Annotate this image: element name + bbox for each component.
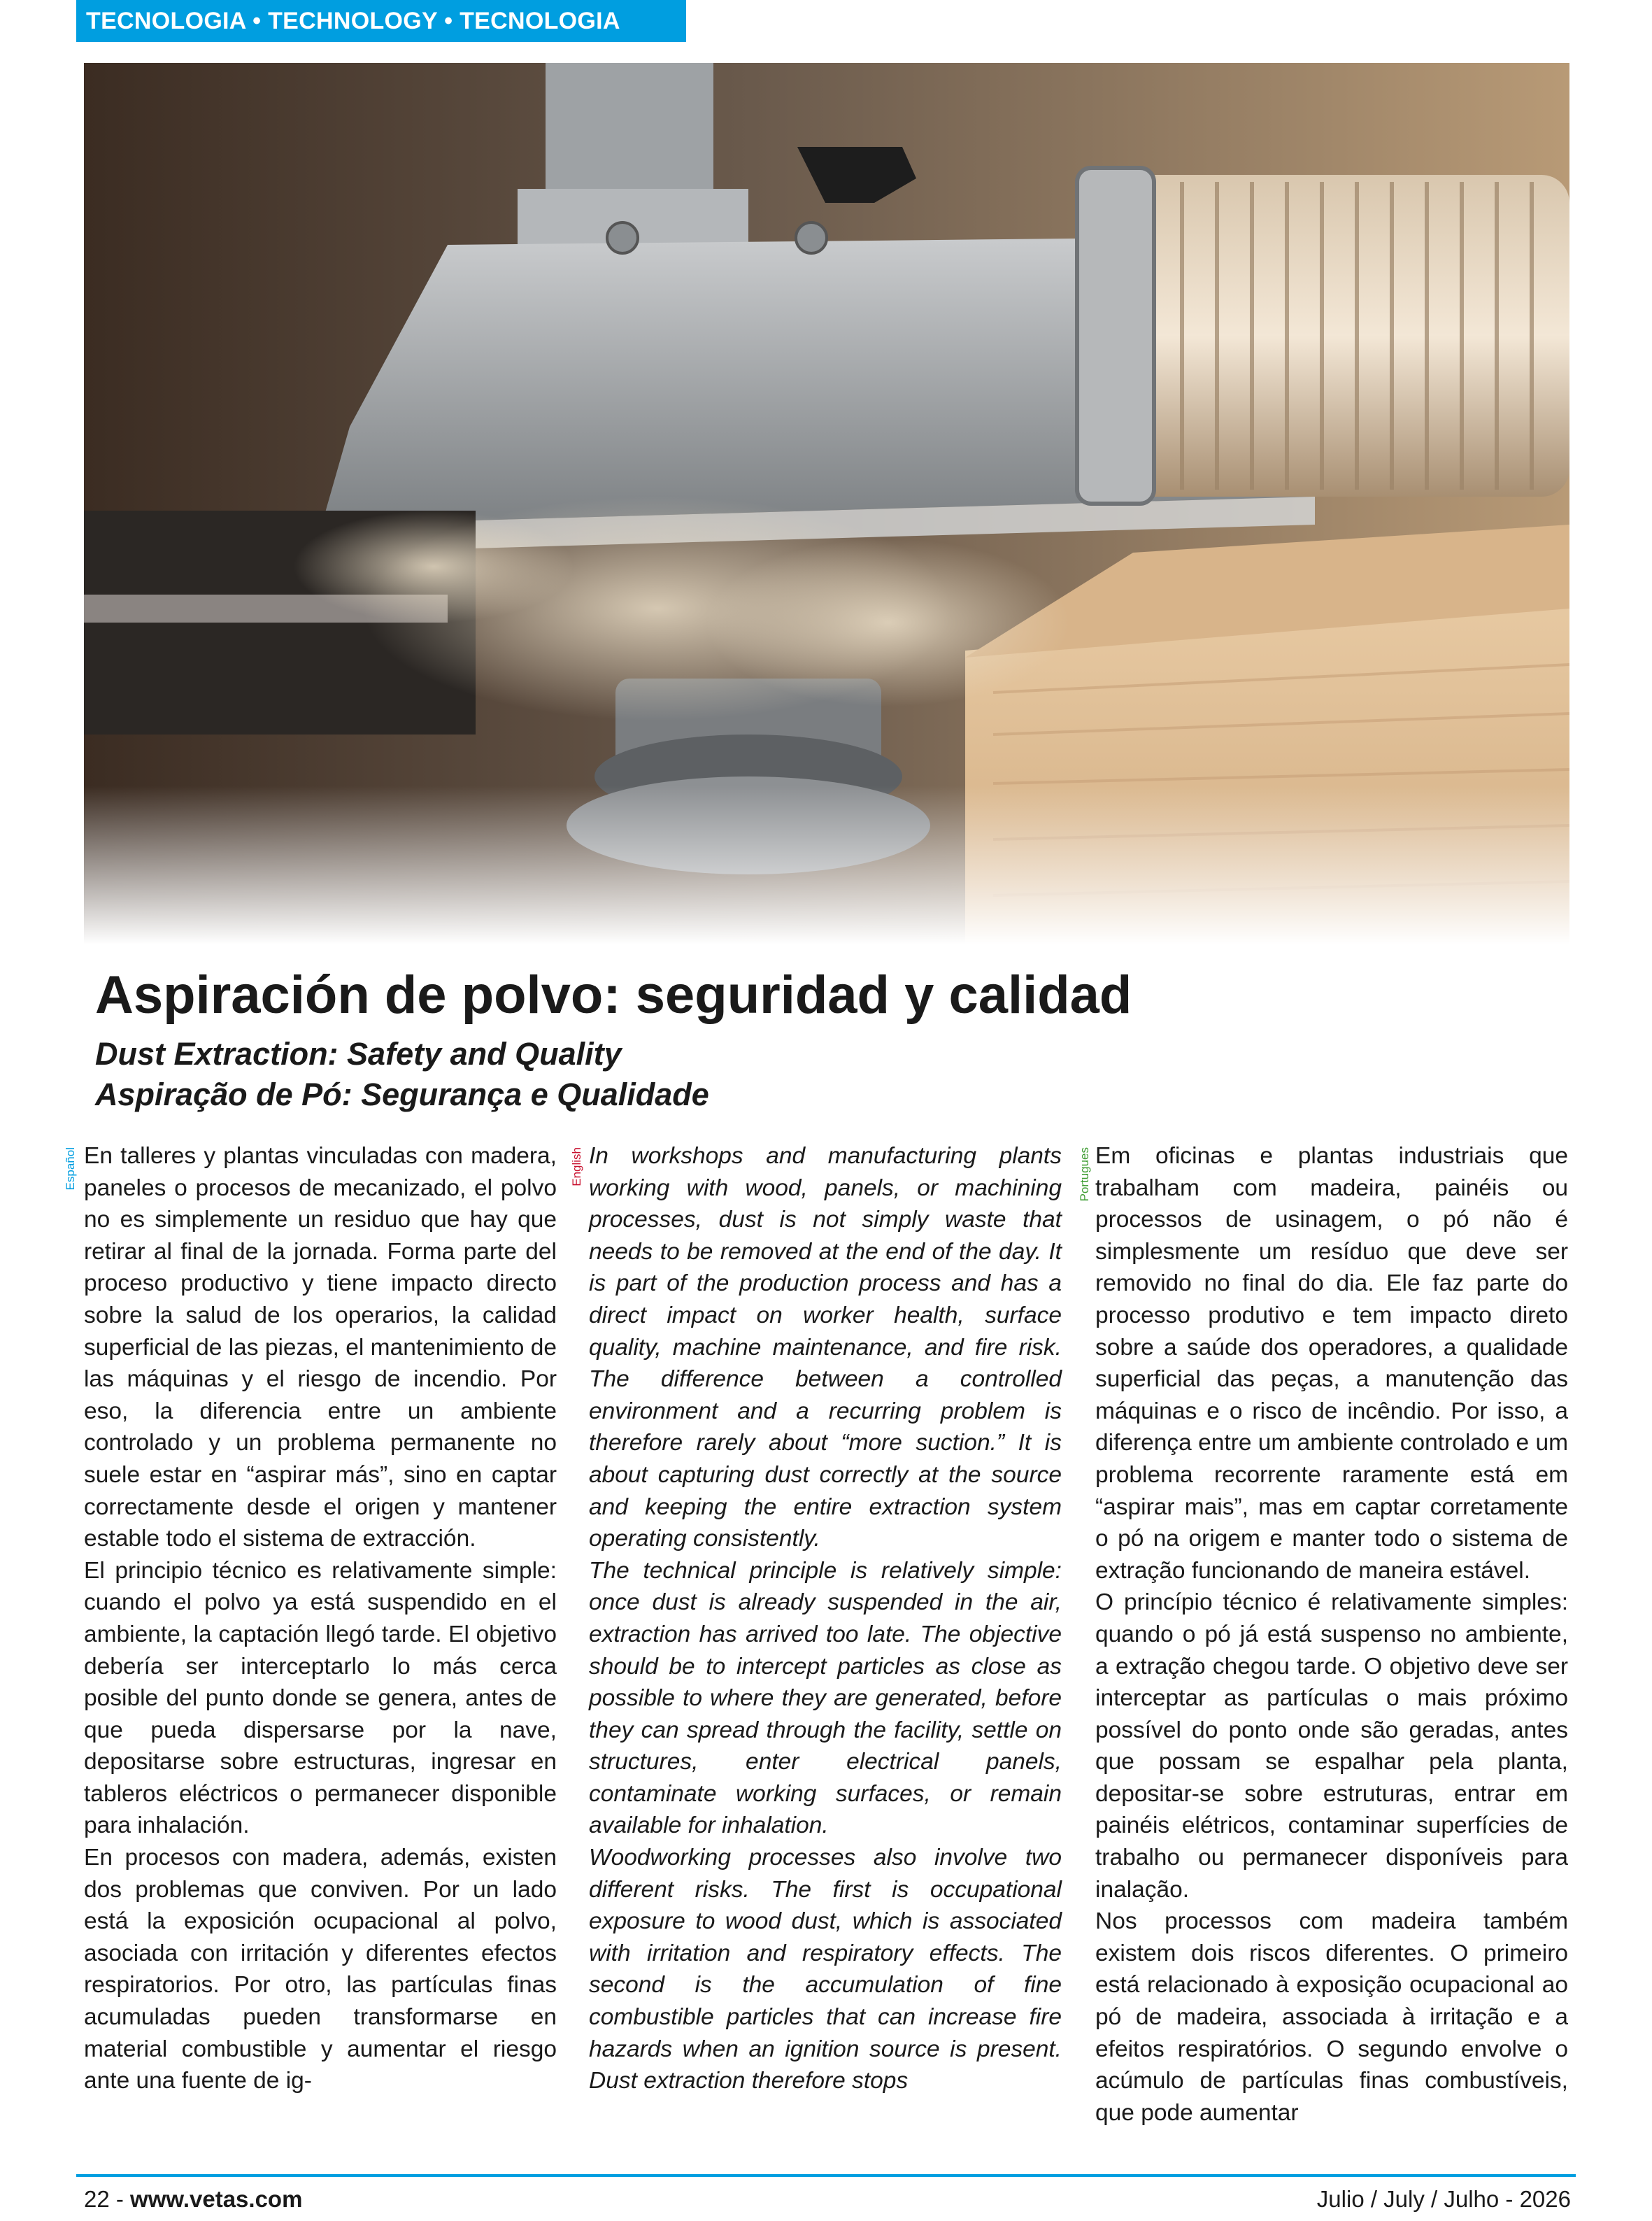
column-portuguese — [1095, 1140, 1568, 2129]
footer-divider — [76, 2174, 1576, 2177]
column-english — [589, 1140, 1062, 2097]
website-link[interactable]: www.vetas.com — [130, 2186, 303, 2212]
section-banner: TECNOLOGIA • TECHNOLOGY • TECNOLOGIA — [76, 0, 686, 42]
paragraph: Nos processos com madeira também existem dois riscos diferentes. O primeiro está relacionado à exposição ocupacional ao pó de madeira, associada à irritação e a efeitos respiratórios. O segundo envolve o acúmulo de partículas finas combustíveis, que pode aumentar — [1095, 1908, 1568, 2126]
footer-issue-date: Julio / July / Julho - 2026 — [1316, 2186, 1571, 2212]
paragraph: Woodworking processes also involve two different risks. The first is occupational exposure to wood dust, which is associated with irritation and respiratory effects. The second is the accumulation of fine combustible particles that can increase fire hazards when an ignition source is present. Dust extraction therefore stops — [589, 1845, 1062, 2094]
paragraph: En procesos con madera, además, existen dos problemas que conviven. Por un lado está la exposición ocupacional al polvo, asociada con irritación y diferentes efectos respiratorios. Por otro, las partículas finas acumuladas pueden transformarse en material combustible y aumentar el riesgo ante una fuente de ig- — [84, 1845, 557, 2094]
language-tag-english: English — [570, 1147, 583, 1186]
page-number: 22 - — [84, 2186, 131, 2212]
language-tag-spanish: Español — [64, 1147, 77, 1191]
article-titles — [95, 964, 1564, 1115]
title-spanish: Aspiración de polvo: seguridad y calidad — [95, 965, 1132, 1025]
paragraph: Em oficinas e plantas industriais que trabalham com madeira, painéis ou processos de usinagem, o pó não é simplesmente um resíduo que deve ser removido no final do dia. Ele faz parte do processo produtivo e tem impacto direto sobre a saúde dos operadores, a qualidade superficial das peças, a manutenção das máquinas e o risco de incêndio. Por isso, a diferença entre um ambiente controlado e um problema recorrente raramente está em “aspirar mais”, mas em captar corretamente o pó na origem e manter todo o sistema de extração funcionando de maneira estável. — [1095, 1143, 1568, 1584]
paragraph: O princípio técnico é relativamente simples: quando o pó já está suspenso no ambiente, a extração chegou tarde. O objetivo deve ser interceptar as partículas o mais próximo possível do ponto onde são geradas, antes que possam se espalhar pela planta, depositar-se sobre estruturas, entrar em painéis elétricos, contaminar superfícies de trabalho ou permanecer disponíveis para inalação. — [1095, 1589, 1568, 1903]
footer-page-info — [84, 2184, 302, 2215]
paragraph: El principio técnico es relativamente simple: cuando el polvo ya está suspendido en el ambiente, la captación llegó tarde. El objetivo debería ser interceptarlo lo más cerca posible del punto donde se genera, antes de que pueda dispersarse por la nave, depositarse sobre estructuras, ingresar en tableros eléctricos o permanecer disponible para inhalación. — [84, 1557, 557, 1839]
paragraph: In workshops and manufacturing plants working with wood, panels, or machining processes, dust is not simply waste that needs to be removed at the end of the day. It is part of the production process and has a direct impact on worker health, surface quality, machine maintenance, and fire risk. The difference between a controlled environment and a recurring problem is therefore rarely about “more suction.” It is about capturing dust correctly at the source and keeping the entire extraction system operating consistently. — [589, 1143, 1062, 1552]
hero-photo — [84, 63, 1569, 944]
title-english: Dust Extraction: Safety and Quality — [95, 1036, 622, 1072]
title-portuguese: Aspiração de Pó: Segurança e Qualidade — [95, 1077, 709, 1112]
language-tag-portuguese: Portugues — [1078, 1147, 1091, 1202]
paragraph: The technical principle is relatively simple: once dust is already suspended in the air, extraction has arrived too late. The objective should be to intercept particles as close as possible to where they are generated, before they can spread through the facility, settle on structures, enter electrical panels, contaminate working surfaces, or remain available for inhalation. — [589, 1557, 1062, 1839]
column-spanish — [84, 1140, 557, 2097]
paragraph: En talleres y plantas vinculadas con madera, paneles o procesos de mecanizado, el polvo no es simplemente un residuo que hay que retirar al final de la jornada. Forma parte del proceso productivo y tiene impacto directo sobre la salud de los operarios, la calidad superficial de las piezas, el mantenimiento de las máquinas y el riesgo de incendio. Por eso, la diferencia entre un ambiente controlado y un problema permanente no suele estar en “aspirar más”, sino en captar correctamente desde el origen y mantener estable todo el sistema de extracción. — [84, 1143, 557, 1552]
